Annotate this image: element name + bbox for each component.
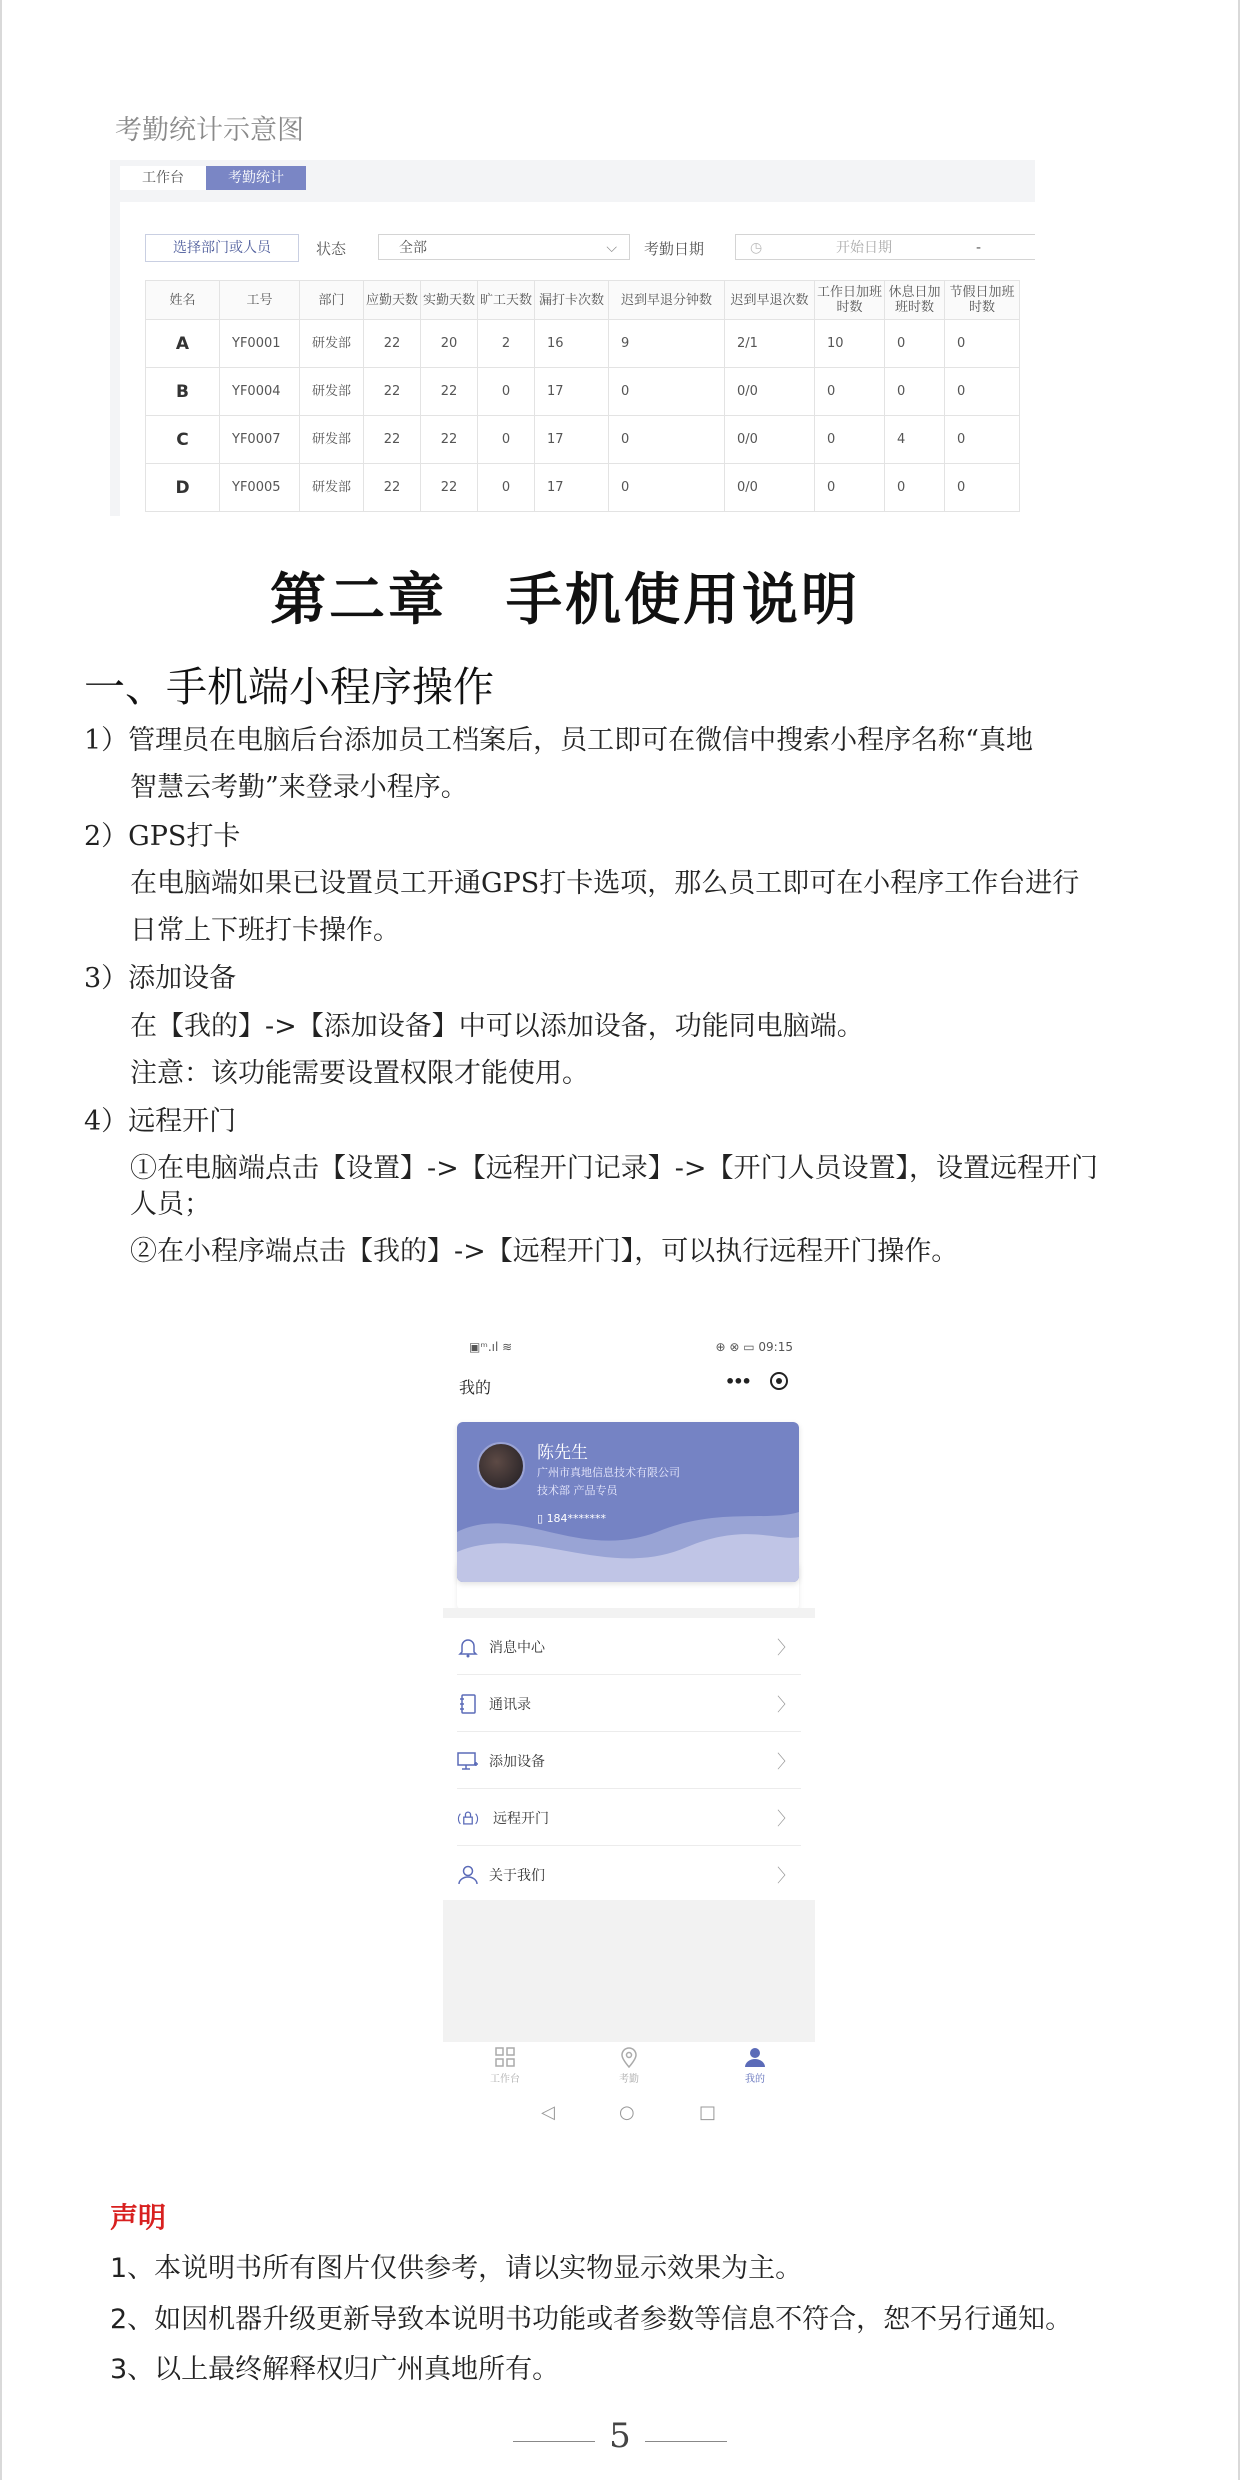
tab-label: 我的 — [745, 2074, 765, 2085]
chevron-right-icon: 〉 — [777, 1752, 795, 1773]
chevron-right-icon: 〉 — [777, 1638, 795, 1659]
android-nav-bar — [443, 2098, 815, 2132]
more-icon[interactable]: ••• — [725, 1372, 750, 1391]
tab-workbench[interactable]: 工作台 — [120, 166, 206, 190]
table-cell: 16 — [535, 320, 609, 368]
table-cell: 0 — [609, 416, 725, 464]
chevron-right-icon: 〉 — [777, 1695, 795, 1716]
table-cell: 0 — [885, 320, 945, 368]
table-cell: 研发部 — [300, 416, 364, 464]
menu-item-about-us[interactable] — [457, 1846, 801, 1902]
menu-item-remote-door[interactable] — [457, 1789, 801, 1846]
table-cell: 22 — [421, 416, 478, 464]
close-target-icon[interactable] — [770, 1372, 788, 1390]
body-line: 注意：该功能需要设置权限才能使用。 — [130, 1058, 589, 1089]
table-cell: 22 — [364, 320, 421, 368]
menu-item-label: 添加设备 — [489, 1754, 545, 1770]
table-cell: 9 — [609, 320, 725, 368]
attendance-screenshot — [110, 160, 1035, 516]
table-cell: 0 — [885, 368, 945, 416]
column-header: 应勤天数 — [364, 281, 421, 320]
date-separator: - — [976, 240, 982, 256]
date-range-input[interactable] — [735, 234, 1035, 260]
table-cell: 17 — [535, 416, 609, 464]
body-line: ②在小程序端点击【我的】->【远程开门】，可以执行远程开门操作。 — [130, 1236, 959, 1267]
table-cell: 0 — [478, 368, 535, 416]
table-cell: 22 — [364, 464, 421, 512]
section-divider — [443, 1608, 815, 1618]
table-cell: 20 — [421, 320, 478, 368]
body-line: 1）管理员在电脑后台添加员工档案后，员工即可在微信中搜索小程序名称“真地 — [84, 725, 1033, 756]
table-cell: 0 — [815, 416, 885, 464]
tab-workbench[interactable] — [475, 2046, 535, 2085]
table-cell: 研发部 — [300, 320, 364, 368]
list-heading: 4）远程开门 — [84, 1106, 237, 1137]
table-cell: 研发部 — [300, 368, 364, 416]
attendance-tabs — [120, 166, 306, 190]
column-header: 工号 — [220, 281, 300, 320]
phone-number: 184******* — [546, 1512, 607, 1525]
miniprogram-capsule — [715, 1368, 801, 1398]
table-row — [146, 368, 1020, 416]
column-header: 节假日加班时数 — [945, 281, 1020, 320]
body-line: ①在电脑端点击【设置】->【远程开门记录】->【开门人员设置】，设置远程开门 — [130, 1153, 1098, 1184]
back-icon[interactable]: ◁ — [541, 2102, 555, 2123]
recents-icon[interactable]: □ — [699, 2102, 717, 2123]
body-line: 在电脑端如果已设置员工开通GPS打卡选项，那么员工即可在小程序工作台进行 — [130, 868, 1080, 899]
table-cell: 22 — [364, 368, 421, 416]
user-name: 陈先生 — [537, 1443, 588, 1463]
body-line: 智慧云考勤”来登录小程序。 — [130, 772, 468, 803]
table-cell: 0 — [945, 464, 1020, 512]
section-title: 一、手机端小程序操作 — [84, 663, 494, 711]
empty-area — [443, 1900, 815, 2050]
column-header: 迟到早退分钟数 — [609, 281, 725, 320]
status-bar-right: ⊕ ⊗ ▭ 09:15 — [715, 1340, 793, 1354]
table-cell: 研发部 — [300, 464, 364, 512]
table-cell: 0/0 — [725, 368, 815, 416]
footer-rule-right — [645, 2441, 727, 2442]
clock-icon: ◷ — [750, 240, 763, 256]
table-cell: 0/0 — [725, 416, 815, 464]
page-number: 5 — [609, 2416, 631, 2456]
table-cell: 2/1 — [725, 320, 815, 368]
tab-mine[interactable] — [725, 2046, 785, 2085]
table-cell: 4 — [885, 416, 945, 464]
user-dept: 技术部 产品专员 — [537, 1484, 618, 1497]
table-cell: 0 — [609, 368, 725, 416]
body-line: 日常上下班打卡操作。 — [130, 915, 400, 946]
table-cell: 22 — [421, 464, 478, 512]
list-heading: 3）添加设备 — [84, 963, 237, 994]
menu-list — [443, 1618, 815, 1902]
statement-item: 1、本说明书所有图片仅供参考，请以实物显示效果为主。 — [110, 2253, 803, 2284]
attendance-panel — [120, 202, 1035, 516]
select-dept-button[interactable]: 选择部门或人员 — [145, 234, 299, 262]
column-header: 实勤天数 — [421, 281, 478, 320]
table-cell: 17 — [535, 464, 609, 512]
table-cell: 17 — [535, 368, 609, 416]
grid-icon — [494, 2046, 516, 2068]
table-cell: 10 — [815, 320, 885, 368]
column-header: 工作日加班时数 — [815, 281, 885, 320]
tab-attendance[interactable] — [599, 2046, 659, 2085]
person-icon — [744, 2046, 766, 2068]
menu-item-label: 远程开门 — [493, 1811, 549, 1827]
table-cell: 0 — [478, 464, 535, 512]
profile-card[interactable] — [457, 1422, 799, 1582]
attendance-table — [145, 280, 1020, 512]
menu-item-message-center[interactable] — [457, 1618, 801, 1675]
tab-attendance-stats[interactable]: 考勤统计 — [206, 166, 306, 190]
chapter-title: 第二章 手机使用说明 — [270, 568, 860, 633]
phone-number-row — [537, 1512, 606, 1525]
body-line: 在【我的】->【添加设备】中可以添加设备，功能同电脑端。 — [130, 1011, 864, 1042]
table-cell: 0 — [815, 464, 885, 512]
table-cell: 0 — [885, 464, 945, 512]
menu-item-add-device[interactable] — [457, 1732, 801, 1789]
tab-label: 工作台 — [490, 2074, 520, 2085]
table-cell: 0 — [945, 416, 1020, 464]
table-cell: 0 — [609, 464, 725, 512]
statement-title: 声明 — [110, 2201, 167, 2234]
user-icon — [457, 1864, 479, 1886]
bottom-tab-bar — [443, 2042, 815, 2092]
status-label: 状态 — [316, 240, 347, 258]
table-cell: 22 — [364, 416, 421, 464]
page-title: 我的 — [459, 1378, 492, 1397]
tab-label: 考勤 — [619, 2074, 639, 2085]
statement-item: 3、以上最终解释权归广州真地所有。 — [110, 2354, 560, 2385]
phone-screenshot — [443, 1330, 815, 2142]
list-heading: 2）GPS打卡 — [84, 821, 241, 852]
column-header: 休息日加班时数 — [885, 281, 945, 320]
table-cell: C — [146, 416, 220, 464]
table-cell: B — [146, 368, 220, 416]
figure-caption: 考勤统计示意图 — [115, 115, 304, 146]
statement-item: 2、如因机器升级更新导致本说明书功能或者参数等信息不符合，恕不另行通知。 — [110, 2304, 1073, 2335]
table-header-row — [146, 281, 1020, 320]
chevron-right-icon: 〉 — [777, 1866, 795, 1887]
table-cell: 0/0 — [725, 464, 815, 512]
location-pin-icon — [618, 2046, 640, 2068]
table-cell: YF0007 — [220, 416, 300, 464]
table-row — [146, 416, 1020, 464]
monitor-add-icon — [457, 1750, 479, 1772]
company-name: 广州市真地信息技术有限公司 — [537, 1466, 680, 1479]
menu-item-label: 关于我们 — [489, 1868, 545, 1884]
column-header: 部门 — [300, 281, 364, 320]
status-bar-left: ▣ᵐ.ıl ≋ — [469, 1340, 513, 1354]
table-cell: 2 — [478, 320, 535, 368]
date-label: 考勤日期 — [644, 240, 705, 258]
body-line: 人员； — [130, 1189, 211, 1220]
status-select[interactable] — [378, 234, 630, 260]
remote-lock-icon — [457, 1807, 479, 1829]
menu-item-label: 通讯录 — [489, 1697, 531, 1713]
start-date-placeholder: 开始日期 — [836, 240, 892, 256]
table-cell: 0 — [478, 416, 535, 464]
chevron-right-icon: 〉 — [777, 1809, 795, 1830]
table-cell: 0 — [945, 368, 1020, 416]
table-cell: YF0005 — [220, 464, 300, 512]
table-cell: 0 — [945, 320, 1020, 368]
table-cell: D — [146, 464, 220, 512]
menu-item-contacts[interactable] — [457, 1675, 801, 1732]
contacts-book-icon — [457, 1693, 479, 1715]
table-cell: 22 — [421, 368, 478, 416]
page-border-left — [0, 0, 2, 2480]
status-select-value: 全部 — [399, 240, 427, 256]
column-header: 漏打卡次数 — [535, 281, 609, 320]
avatar — [477, 1442, 525, 1490]
mobile-icon: ▯ — [537, 1512, 544, 1525]
bell-icon — [457, 1636, 479, 1658]
table-cell: YF0004 — [220, 368, 300, 416]
table-cell: A — [146, 320, 220, 368]
column-header: 姓名 — [146, 281, 220, 320]
column-header: 旷工天数 — [478, 281, 535, 320]
table-cell: 0 — [815, 368, 885, 416]
table-row — [146, 464, 1020, 512]
chevron-down-icon: ⌵ — [606, 240, 617, 256]
home-icon[interactable]: ○ — [619, 2102, 635, 2123]
table-cell: YF0001 — [220, 320, 300, 368]
wave-decoration — [457, 1492, 799, 1582]
column-header: 迟到早退次数 — [725, 281, 815, 320]
menu-item-label: 消息中心 — [489, 1640, 545, 1656]
table-row — [146, 320, 1020, 368]
